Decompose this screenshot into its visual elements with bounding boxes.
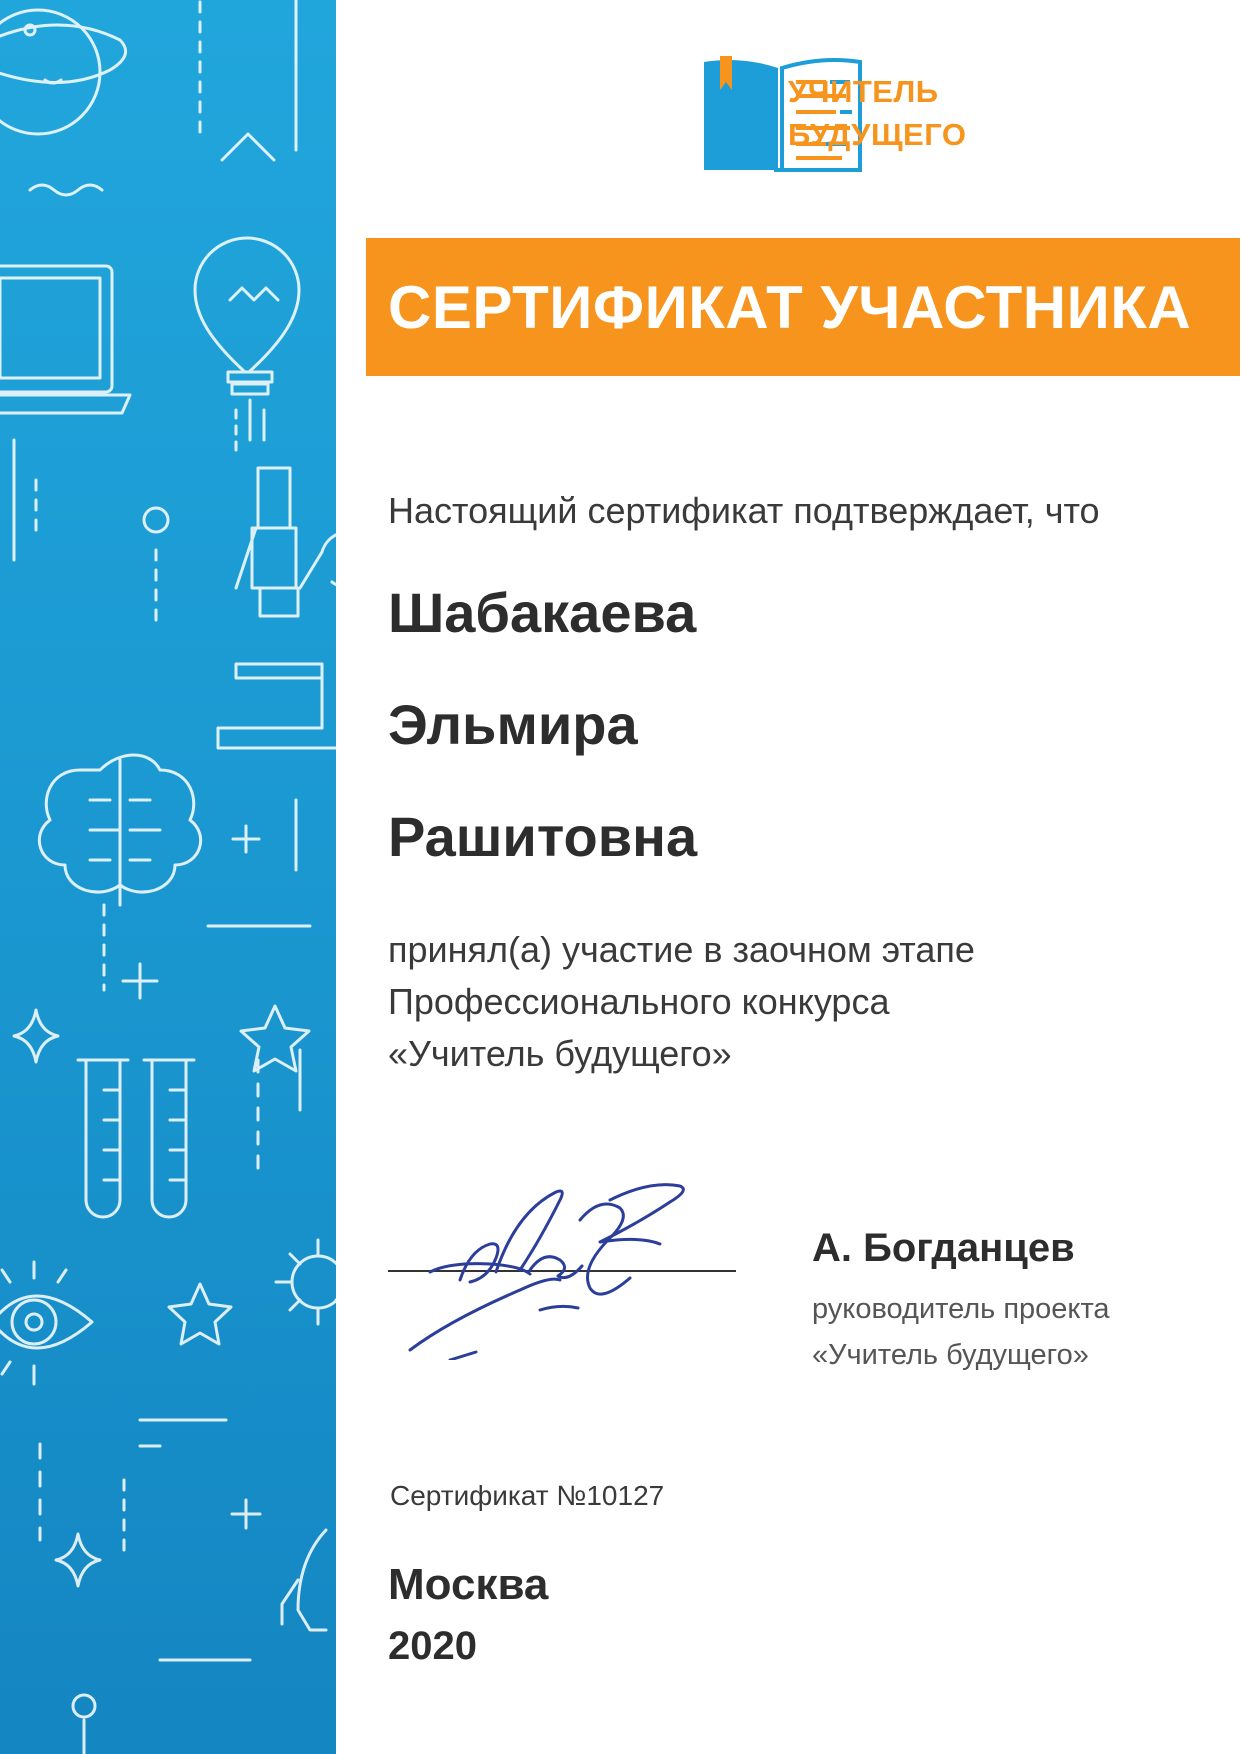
year: 2020 bbox=[388, 1624, 477, 1668]
plus-sparkle-icon bbox=[123, 964, 157, 998]
sparkle-icon bbox=[56, 1534, 100, 1586]
certificate-title: СЕРТИФИКАТ УЧАСТНИКА bbox=[388, 273, 1192, 341]
participation-line-2: Профессионального конкурса bbox=[388, 981, 890, 1022]
laptop-icon bbox=[0, 266, 130, 413]
handwritten-signature bbox=[400, 1160, 740, 1360]
recipient-surname: Шабакаева bbox=[388, 581, 697, 644]
plus-sparkle-icon bbox=[232, 1500, 260, 1528]
star-icon bbox=[169, 1284, 231, 1344]
chevron-up-icon bbox=[222, 134, 274, 160]
participation-line-1: принял(а) участие в заочном этапе bbox=[388, 929, 975, 970]
eye-icon bbox=[0, 1262, 92, 1384]
logo-line-2: БУДУЩЕГО bbox=[788, 117, 967, 152]
city: Москва bbox=[388, 1560, 549, 1609]
recipient-first-name: Эльмира bbox=[388, 693, 638, 756]
lightbulb-icon bbox=[195, 238, 299, 450]
intro-text: Настоящий сертификат подтверждает, что bbox=[388, 490, 1100, 531]
plus-sparkle-icon bbox=[233, 826, 259, 852]
participation-line-3: «Учитель будущего» bbox=[388, 1033, 732, 1074]
rocket-icon bbox=[282, 1530, 326, 1630]
certificate-number: Сертификат №10127 bbox=[390, 1480, 665, 1511]
signer-role-line-1: руководитель проекта bbox=[812, 1293, 1110, 1325]
microscope-icon bbox=[218, 468, 336, 748]
test-tubes-icon bbox=[78, 1060, 194, 1217]
brain-icon bbox=[39, 755, 200, 990]
participation-text bbox=[388, 924, 975, 1080]
signer-role-line-2: «Учитель будущего» bbox=[812, 1339, 1089, 1371]
signer-name: А. Богданцев bbox=[812, 1226, 1075, 1270]
recipient-patronymic: Рашитовна bbox=[388, 805, 698, 868]
signer-role bbox=[812, 1286, 1110, 1378]
certificate-title-banner bbox=[366, 238, 1240, 376]
decorative-sidebar bbox=[0, 0, 336, 1754]
wave-decor bbox=[30, 185, 102, 195]
logo-text bbox=[788, 70, 967, 156]
sparkle-icon bbox=[14, 1010, 58, 1062]
logo-line-1: УЧИТЕЛЬ bbox=[788, 74, 939, 109]
gear-icon bbox=[276, 1240, 336, 1324]
planet-icon bbox=[0, 10, 126, 134]
